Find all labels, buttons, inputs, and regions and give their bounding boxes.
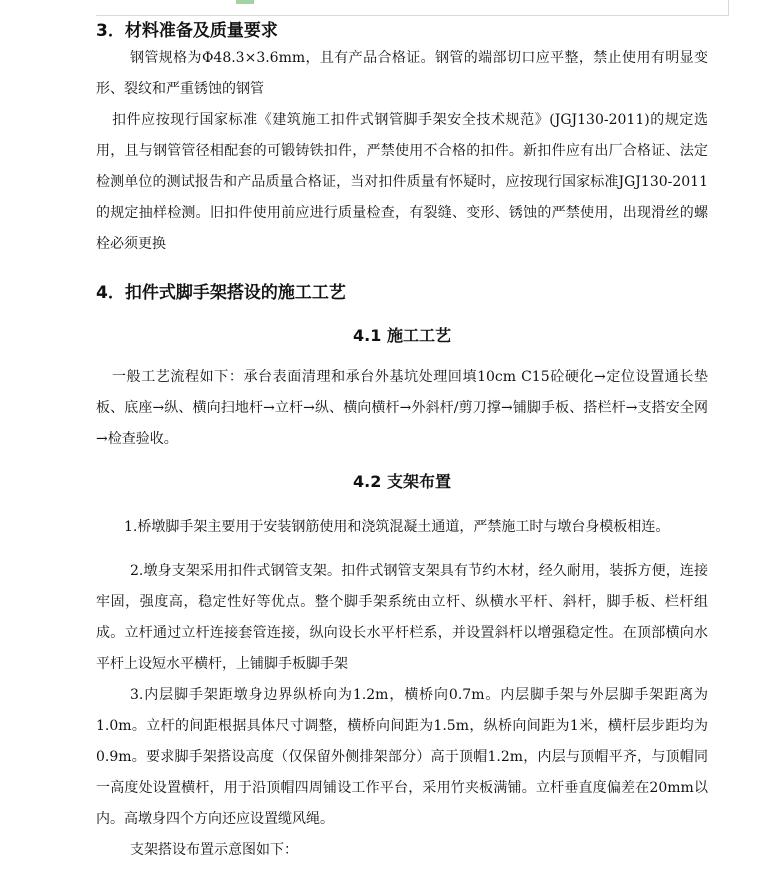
section-4-2-heading: 4.2 支架布置 xyxy=(353,472,451,491)
section-3-paragraph-1: 钢管规格为Φ48.3×3.6mm，且有产品合格证。钢管的端部切口应平整，禁止使用有明显变形、裂纹和严重锈蚀的钢管 xyxy=(96,50,708,97)
section-4-2-item-3: 3.内层脚手架距墩身边界纵桥向为1.2m，横桥向0.7m。内层脚手架与外层脚手架距离为1.0m。立杆的间距根据具体尺寸调整，横桥向间距为1.5m，纵桥向间距为1米，横杆层步距均为0.9m。要求脚手架搭设高度（仅保留外侧排架部分）高于顶帽1.2m，内层与顶帽平齐，与顶帽同一高度处设置横杆，用于沿顶帽四周铺设工作平台，采用竹夹板满铺。立杆垂直度偏差在20mm以内。高墩身四个方向还应设置缆风绳。 xyxy=(96,687,708,827)
section-4-2-item-1: 1.桥墩脚手架主要用于安装钢筋使用和浇筑混凝土通道，严禁施工时与墩台身模板相连。 xyxy=(124,519,670,535)
section-4-1-paragraph: 一般工艺流程如下：承台表面清理和承台外基坑处理回填10cm C15砼硬化→定位设置通长垫板、底座→纵、横向扫地杆→立杆→纵、横向横杆→外斜杆/剪刀撑→铺脚手板、搭栏杆→支搭安全网→检查验收。 xyxy=(96,369,708,447)
previous-page-edge xyxy=(0,0,781,18)
page-boundary-line xyxy=(96,15,729,16)
document-body xyxy=(96,19,708,866)
highlight-mark xyxy=(236,0,254,4)
page-corner-marker xyxy=(728,0,729,16)
section-3-heading: 3．材料准备及质量要求 xyxy=(96,21,278,41)
section-4-2-cutoff-line: 支架搭设布置示意图如下： xyxy=(130,842,298,858)
section-4-2-item-2: 2.墩身支架采用扣件式钢管支架。扣件式钢管支架具有节约木材，经久耐用，装拆方便，连接牢固，强度高，稳定性好等优点。整个脚手架系统由立杆、纵横水平杆、斜杆，脚手板、栏杆组成。立杆通过立杆连接套管连接，纵向设长水平杆栏系，并设置斜杆以增强稳定性。在顶部横向水平杆上设短水平横杆，上铺脚手板脚手架 xyxy=(96,563,708,672)
section-4-1-heading: 4.1 施工工艺 xyxy=(353,326,451,345)
section-4-heading: 4．扣件式脚手架搭设的施工工艺 xyxy=(96,283,346,303)
section-3-paragraph-2: 扣件应按现行国家标准《建筑施工扣件式钢管脚手架安全技术规范》(JGJ130-2011)的规定选用，且与钢管管径相配套的可锻铸铁扣件，严禁使用不合格的扣件。新扣件应有出厂合格证、法定检测单位的测试报告和产品质量合格证，当对扣件质量有怀疑时，应按现行国家标准JGJ130-2011的规定抽样检测。旧扣件使用前应进行质量检查，有裂缝、变形、锈蚀的严禁使用，出现滑丝的螺栓必须更换 xyxy=(96,112,708,252)
